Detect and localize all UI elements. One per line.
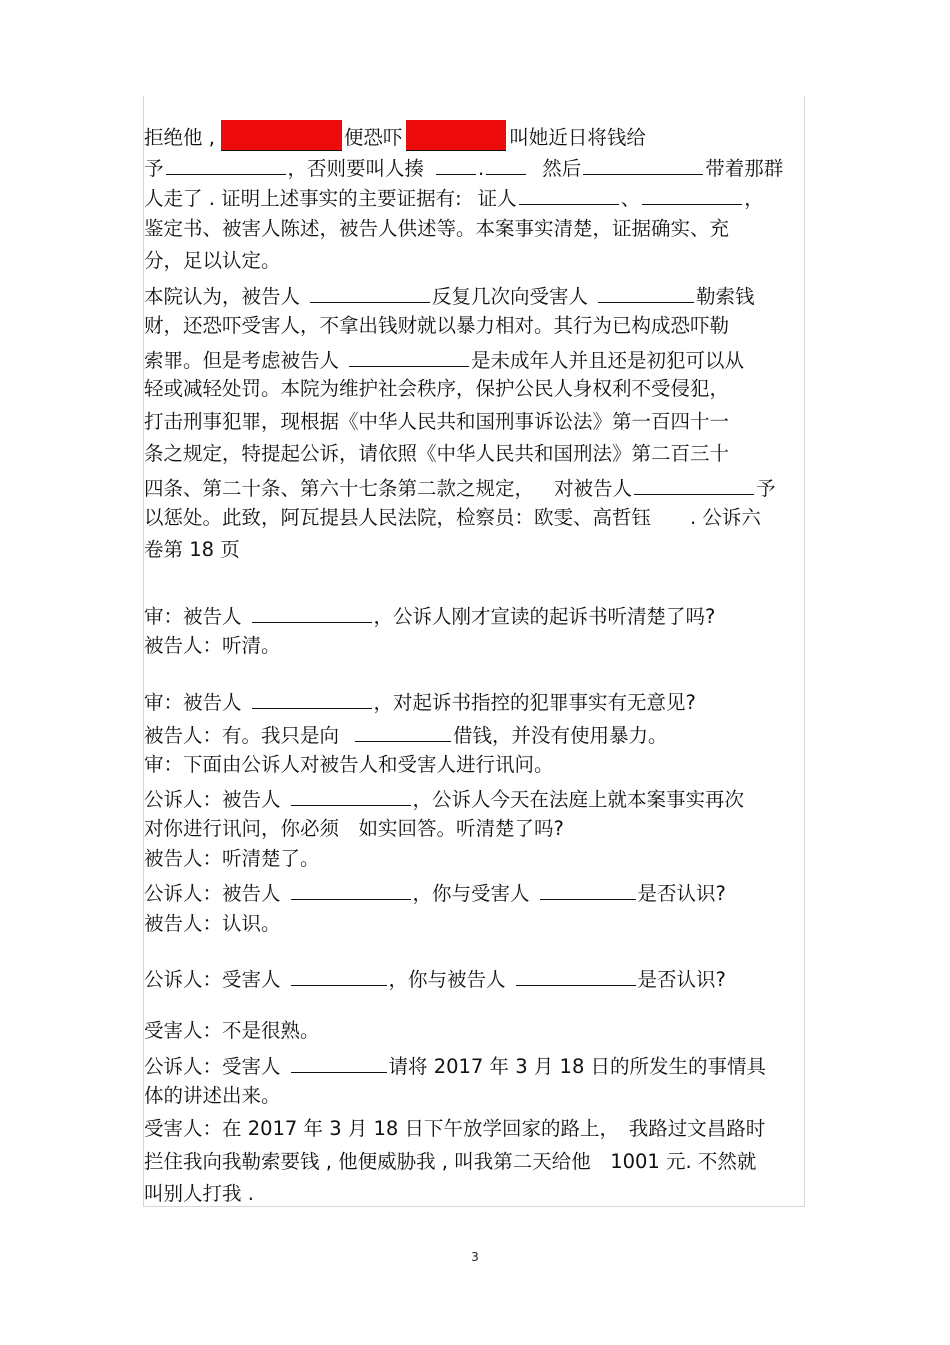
fill-blank — [166, 152, 286, 175]
text-line-24: 被告人：认识。 — [144, 912, 281, 935]
text-line-20 — [144, 783, 744, 811]
text-line-29: 受害人：在 2017 年 3 月 18 日下午放学回家的路上， 我路过文昌路时 — [144, 1117, 766, 1140]
text-segment: 对被告人 — [554, 477, 633, 500]
text-segment: 公诉人：受害人 — [144, 1055, 281, 1078]
text-segment: 是未成年人并且还是初犯可以从 — [471, 349, 745, 372]
text-line-05: 分，足以认定。 — [144, 249, 281, 272]
fill-blank — [583, 152, 703, 175]
redaction-block-2 — [406, 120, 506, 151]
text-segment: 予 — [144, 157, 164, 180]
text-segment: ，公诉人刚才宣读的起诉书听清楚了吗? — [373, 605, 716, 628]
text-line-18 — [144, 719, 668, 747]
text-line-04: 鉴定书、被害人陈述，被告人供述等。本案事实清楚，证据确实、充 — [144, 217, 730, 240]
text-line-01 — [144, 120, 646, 148]
text-segment: 借钱，并没有使用暴力。 — [453, 724, 668, 747]
text-segment: 予 — [756, 477, 776, 500]
text-line-06 — [144, 280, 755, 308]
text-line-07: 财，还恐吓受害人，不拿出钱财就以暴力相对。其行为已构成恐吓勒 — [144, 314, 730, 337]
text-segment: ， — [744, 187, 764, 210]
text-segment: 被告人：有。我只是向 — [144, 724, 340, 747]
text-line-27 — [144, 1050, 766, 1078]
page-number: 3 — [471, 1250, 479, 1264]
fill-blank — [634, 472, 754, 495]
text-line-30: 拦住我向我勒索要钱 , 他便威胁我 , 叫我第二天给他 1001 元. 不然就 — [144, 1150, 757, 1173]
text-line-12 — [144, 472, 776, 500]
text-segment: 公诉人：被告人 — [144, 788, 281, 811]
text-line-21: 对你进行讯问，你必须 如实回答。听清楚了吗? — [144, 817, 564, 840]
text-line-10: 打击刑事犯罪，现根据《中华人民共和国刑事诉讼法》第一百四十一 — [144, 410, 730, 433]
fill-blank — [291, 783, 411, 806]
text-segment: 便恐吓 — [343, 126, 403, 149]
fill-blank — [291, 963, 387, 986]
redaction-block-1 — [221, 120, 342, 151]
text-segment: 审：被告人 — [144, 605, 242, 628]
text-line-22: 被告人：听清楚了。 — [144, 847, 320, 870]
text-line-17 — [144, 686, 696, 714]
fill-blank — [598, 280, 694, 303]
text-line-13: 以惩处。此致，阿瓦提县人民法院，检察员：欧雯、高哲钰 . 公诉六 — [144, 506, 761, 529]
text-line-15 — [144, 600, 715, 628]
fill-blank — [252, 686, 372, 709]
text-segment: ，你与被告人 — [388, 968, 506, 991]
text-segment: ，你与受害人 — [412, 882, 530, 905]
text-line-31: 叫别人打我 . — [144, 1182, 254, 1205]
fill-blank — [252, 600, 372, 623]
text-segment: 公诉人：被告人 — [144, 882, 281, 905]
text-segment: 索罪。但是考虑被告人 — [144, 349, 340, 372]
text-segment: 带着那群 — [705, 157, 784, 180]
text-segment: 人走了 . 证明上述事实的主要证据有: — [144, 187, 462, 210]
text-line-19: 审：下面由公诉人对被告人和受害人进行讯问。 — [144, 753, 554, 776]
text-line-28: 体的讲述出来。 — [144, 1084, 281, 1107]
text-segment: 反复几次向受害人 — [432, 285, 589, 308]
text-segment: ，否则要叫人揍 — [287, 157, 425, 180]
text-segment: 是否认识? — [637, 882, 726, 905]
fill-blank — [486, 152, 526, 175]
fill-blank — [436, 152, 476, 175]
text-segment: 审：被告人 — [144, 691, 242, 714]
text-line-14: 卷第 18 页 — [144, 538, 240, 561]
fill-blank — [291, 1050, 387, 1073]
text-line-03 — [144, 182, 764, 210]
text-segment: 拒绝他 , — [144, 126, 215, 149]
fill-blank — [519, 182, 619, 205]
text-segment: 证人 — [477, 187, 517, 210]
text-line-11: 条之规定，特提起公诉，请依照《中华人民共和国刑法》第二百三十 — [144, 442, 730, 465]
text-segment: ，公诉人今天在法庭上就本案事实再次 — [412, 788, 745, 811]
text-line-26: 受害人：不是很熟。 — [144, 1019, 320, 1042]
fill-blank — [516, 963, 636, 986]
text-line-23 — [144, 877, 726, 905]
text-segment: 公诉人：受害人 — [144, 968, 281, 991]
text-line-08 — [144, 344, 744, 372]
text-line-16: 被告人：听清。 — [144, 634, 281, 657]
text-line-25 — [144, 963, 726, 991]
text-line-02 — [144, 152, 783, 180]
text-segment: 本院认为，被告人 — [144, 285, 301, 308]
text-segment: . — [478, 157, 485, 180]
text-line-09: 轻或减轻处罚。本院为维护社会秩序，保护公民人身权利不受侵犯， — [144, 377, 730, 400]
fill-blank — [310, 280, 430, 303]
text-segment: 叫她近日将钱给 — [509, 126, 646, 149]
text-segment: 然后 — [542, 157, 582, 180]
text-segment: 、 — [620, 187, 641, 210]
fill-blank — [349, 344, 469, 367]
fill-blank — [291, 877, 411, 900]
text-segment: 请将 2017 年 3 月 18 日的所发生的事情具 — [388, 1055, 767, 1078]
fill-blank — [355, 719, 451, 742]
text-segment: 四条、第二十条、第六十七条第二款之规定， — [144, 477, 535, 500]
text-segment: 勒索钱 — [696, 285, 755, 308]
fill-blank — [642, 182, 742, 205]
text-segment: ，对起诉书指控的犯罪事实有无意见? — [373, 691, 696, 714]
fill-blank — [540, 877, 636, 900]
text-segment: 是否认识? — [637, 968, 726, 991]
